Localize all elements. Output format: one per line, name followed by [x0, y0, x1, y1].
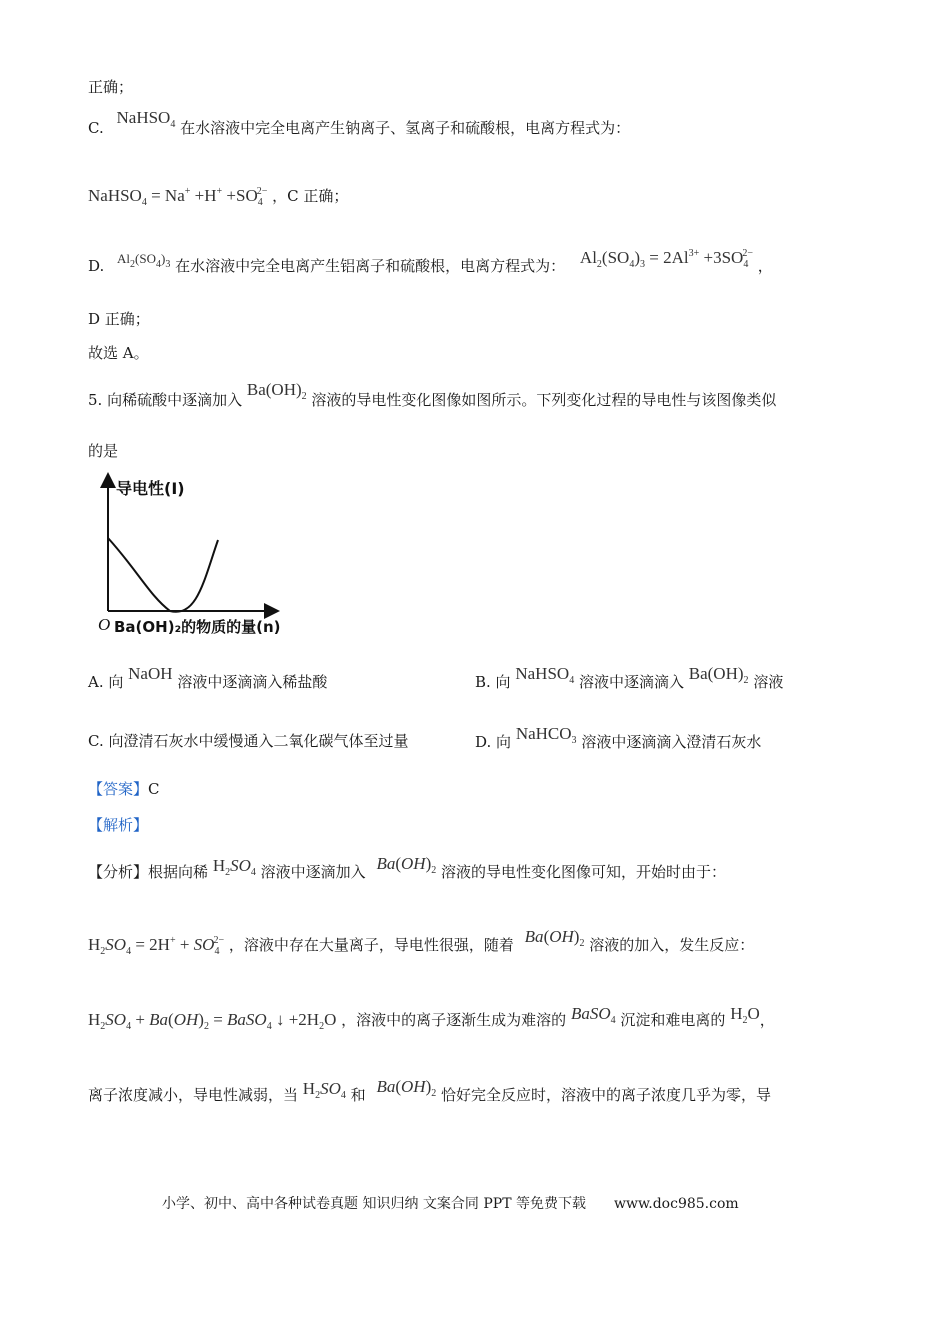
- option-b: B. 向 NaHSO$_4$ 溶液中逐滴滴入 $Ba(OH)_2$ 溶液: [475, 664, 784, 691]
- question-stem: [88, 380, 777, 413]
- text-line: [88, 344, 149, 362]
- x-axis-label: Ba(OH)₂的物质的量(n): [114, 618, 281, 636]
- analysis-paragraph: $H_2SO_4 = 2H^+ + SO_4^{2-}$ ，溶液中存在大量离子，导电性很强，随着 $Ba(OH)_2$ 溶液的加入，发生反应：: [88, 927, 755, 957]
- formula: BaSO$_4$: [570, 1004, 616, 1026]
- page-footer: [162, 1193, 739, 1213]
- stem-text: 5. 向稀硫酸中逐滴加入: [88, 391, 243, 409]
- analysis-paragraph: 【分析】根据向稀 $H_2SO_4$ 溶液中逐滴加入 $Ba(OH)_2$ 溶液的导电性变化图像可知，开始时由于：: [88, 854, 727, 881]
- text-line: [88, 78, 133, 96]
- formula: NaOH: [128, 664, 173, 683]
- option-label: D.: [88, 257, 105, 275]
- explanation-text: 在水溶液中完全电离产生铝离子和硫酸根，电离方程式为：: [175, 257, 566, 275]
- formula: NaHSO$_4$: [515, 664, 575, 686]
- explanation-text: 故选 A。: [88, 344, 149, 362]
- conductivity-graph: [92, 470, 312, 640]
- y-axis-label: 导电性(I): [116, 479, 185, 498]
- origin-label: O: [98, 615, 111, 634]
- option-c-explanation: [88, 108, 631, 141]
- conductivity-curve: [108, 538, 218, 612]
- ionization-equation: $Al_2(SO_4)_3 = 2Al^{3+} +3SO_4^{2-}$: [579, 248, 753, 270]
- option-a: A. 向 NaOH 溶液中逐滴滴入稀盐酸: [88, 664, 328, 691]
- explanation-text: 在水溶液中完全电离产生钠离子、氢离子和硫酸根，电离方程式为：: [180, 119, 631, 137]
- analysis-tag: 【解析】: [88, 816, 149, 834]
- footer-text: 小学、初中、高中各种试卷真题 知识归纳 文案合同 PPT 等免费下载: [162, 1196, 586, 1212]
- reaction-equation: $H_2SO_4 + Ba(OH)_2$ = BaSO$_4$ ↓ $+2H_2O$: [88, 1010, 337, 1032]
- analysis-paragraph: $H_2SO_4 + Ba(OH)_2$ = BaSO$_4$ ↓ $+2H_2O$ ，溶液中的离子逐渐生成为难溶的 BaSO$_4$ 沉淀和难电离的 $H_2O$，: [88, 1004, 775, 1032]
- formula: $Ba(OH)_2$: [524, 927, 585, 949]
- formula: $Ba(OH)_2$: [688, 664, 749, 686]
- explanation-text: ，C 正确；: [272, 187, 349, 205]
- correct-label: 正确；: [88, 78, 134, 96]
- stem-text: 溶液的导电性变化图像如图所示。下列变化过程的导电性与该图像类似: [311, 391, 777, 409]
- footer-url[interactable]: www.doc985.com: [613, 1196, 739, 1212]
- question-stem: [88, 442, 118, 460]
- formula: $H_2SO_4$: [212, 856, 256, 878]
- equation-line: [88, 186, 348, 209]
- option-d-explanation: D. $Al_2(SO_4)_3$ 在水溶液中完全电离产生铝离子和硫酸根，电离方程式为： $Al_2(SO_4)_3 = 2Al^{3+} +3SO_4^{2-}$ ，: [88, 248, 773, 275]
- analysis-paragraph: 离子浓度减小，导电性减弱，当 $H_2SO_4$ 和 $Ba(OH)_2$ 恰好完全反应时，溶液中的离子浓度几乎为零，导: [88, 1077, 772, 1104]
- formula: NaHCO$_3$: [515, 724, 577, 746]
- formula: NaHSO$_4$: [116, 108, 176, 130]
- answer-value: C: [148, 780, 160, 798]
- formula: $Ba(OH)_2$: [376, 1077, 437, 1099]
- ionization-equation: NaHSO$_4$ = $Na^+ +H^+ +SO_4^{2-}$: [88, 186, 268, 208]
- analysis-header: [88, 816, 148, 834]
- formula: $Ba(OH)_2$: [376, 854, 437, 876]
- text-line: [88, 310, 150, 328]
- formula: $Ba(OH)_2$: [246, 380, 307, 402]
- option-c: C. 向澄清石灰水中缓慢通入二氧化碳气体至过量: [88, 732, 409, 750]
- ionization-equation: $H_2SO_4 = 2H^+ + SO_4^{2-}$: [88, 935, 225, 957]
- option-label: C.: [88, 119, 104, 137]
- stem-text: 的是: [88, 442, 119, 460]
- option-d: D. 向 NaHCO$_3$ 溶液中逐滴滴入澄清石灰水: [475, 724, 762, 751]
- formula: $H_2SO_4$: [302, 1079, 346, 1101]
- formula: $Al_2(SO_4)_3$: [117, 251, 171, 270]
- explanation-text: D 正确；: [88, 310, 150, 328]
- formula: $H_2O$: [730, 1004, 760, 1026]
- answer-line: [88, 780, 160, 798]
- answer-tag: 【答案】: [88, 780, 149, 798]
